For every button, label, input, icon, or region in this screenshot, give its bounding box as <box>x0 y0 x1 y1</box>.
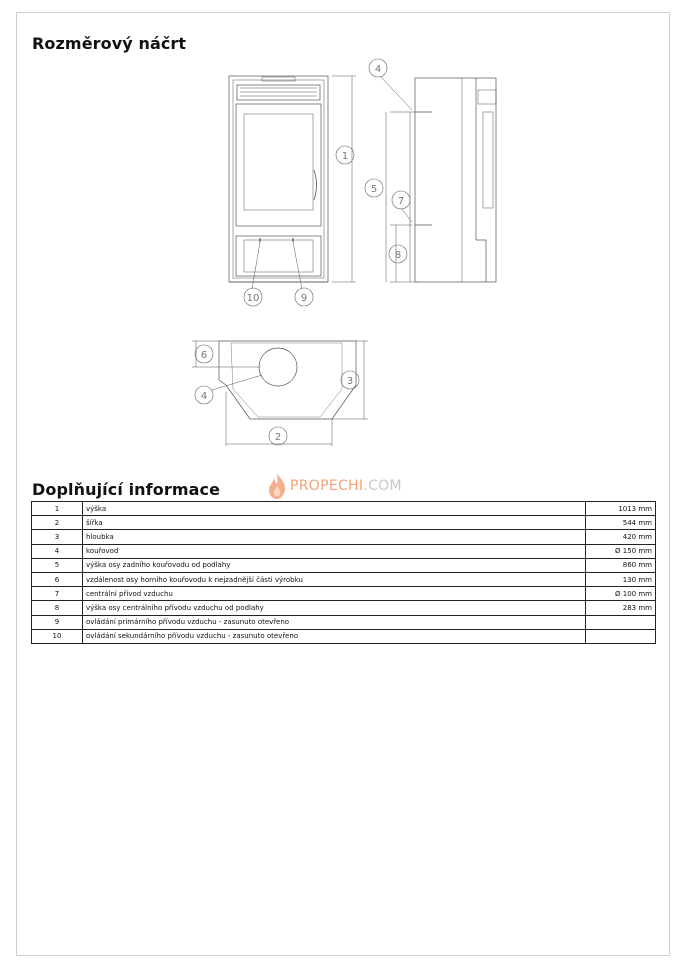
cell-val: 544 mm <box>586 516 656 530</box>
callout-1 <box>336 146 354 164</box>
info-table <box>31 501 656 644</box>
table-row <box>32 516 656 530</box>
callout-6 <box>195 345 213 363</box>
cell-desc: ovládání sekundárního přívodu vzduchu - zasunuto otevřeno <box>83 629 586 643</box>
cell-desc: výška osy zadního kouřovodu od podlahy <box>83 558 586 572</box>
cell-desc: centrální přívod vzduchu <box>83 587 586 601</box>
cell-val: 130 mm <box>586 572 656 586</box>
cell-num: 5 <box>32 558 83 572</box>
cell-desc: kouřovod <box>83 544 586 558</box>
cell-num: 4 <box>32 544 83 558</box>
table-row <box>32 587 656 601</box>
sketch-heading: Rozměrový náčrt <box>32 34 187 53</box>
cell-val: 860 mm <box>586 558 656 572</box>
svg-text:2: 2 <box>274 432 282 443</box>
callout-4-side <box>369 59 387 77</box>
cell-num: 7 <box>32 587 83 601</box>
cell-val: Ø 100 mm <box>586 587 656 601</box>
table-row <box>32 530 656 544</box>
table-row <box>32 601 656 615</box>
cell-val <box>586 615 656 629</box>
table-row <box>32 615 656 629</box>
cell-num: 10 <box>32 629 83 643</box>
front-view <box>229 76 356 282</box>
svg-text:3: 3 <box>346 376 354 387</box>
cell-desc: výška osy centrálního přívodu vzduchu od podlahy <box>83 601 586 615</box>
propechi-logo <box>266 471 402 501</box>
cell-desc: hloubka <box>83 530 586 544</box>
cell-val: 1013 mm <box>586 502 656 516</box>
cell-num: 2 <box>32 516 83 530</box>
cell-desc: vzdálenost osy horního kouřovodu k nejzadnější části výrobku <box>83 572 586 586</box>
table-row <box>32 629 656 643</box>
svg-text:4: 4 <box>200 391 208 402</box>
flame-icon <box>266 472 288 500</box>
callout-8 <box>389 245 407 263</box>
table-row <box>32 502 656 516</box>
table-row <box>32 572 656 586</box>
cell-num: 6 <box>32 572 83 586</box>
cell-desc: výška <box>83 502 586 516</box>
cell-desc: ovládání primárního přívodu vzduchu - zasunuto otevřeno <box>83 615 586 629</box>
callout-7 <box>392 191 410 209</box>
callout-2 <box>269 427 287 445</box>
table-row <box>32 544 656 558</box>
svg-text:1: 1 <box>341 151 349 162</box>
info-heading: Doplňující informace <box>32 480 221 499</box>
callout-9 <box>295 288 313 306</box>
callout-10 <box>244 288 262 306</box>
cell-desc: šířka <box>83 516 586 530</box>
svg-text:5: 5 <box>370 184 378 195</box>
callout-4-top <box>195 386 213 404</box>
svg-text:9: 9 <box>300 293 308 304</box>
dimension-drawing <box>0 0 686 470</box>
svg-text:6: 6 <box>200 350 208 361</box>
svg-text:7: 7 <box>397 196 405 207</box>
top-view <box>192 341 368 446</box>
table-row <box>32 558 656 572</box>
callout-5 <box>365 179 383 197</box>
cell-val: Ø 150 mm <box>586 544 656 558</box>
logo-text: PROPECHI.COM <box>290 478 402 494</box>
cell-val: 420 mm <box>586 530 656 544</box>
cell-val: 283 mm <box>586 601 656 615</box>
cell-num: 8 <box>32 601 83 615</box>
cell-num: 1 <box>32 502 83 516</box>
cell-num: 3 <box>32 530 83 544</box>
svg-text:8: 8 <box>394 250 402 261</box>
svg-text:10: 10 <box>246 293 260 304</box>
cell-val <box>586 629 656 643</box>
svg-text:4: 4 <box>374 64 382 75</box>
cell-num: 9 <box>32 615 83 629</box>
